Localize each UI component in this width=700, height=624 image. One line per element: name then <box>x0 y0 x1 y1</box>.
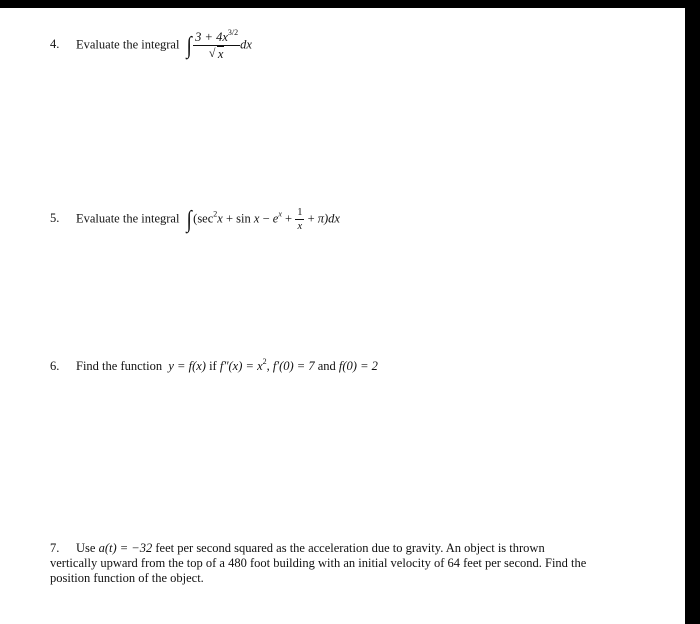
comma: , <box>266 359 270 373</box>
if-word: if <box>209 359 217 373</box>
fraction-denominator: x <box>297 221 303 232</box>
term-var: x <box>250 211 260 226</box>
sec-exponent: 2 <box>213 209 218 219</box>
problem-5 <box>50 207 340 232</box>
minus-sign: − <box>259 211 273 226</box>
differential: dx <box>240 37 252 52</box>
fraction-denominator <box>193 46 240 61</box>
acceleration-expression: a(t) = −32 <box>98 541 153 555</box>
problem-6 <box>50 358 378 374</box>
integrand-fraction <box>193 30 240 61</box>
use-word: Use <box>76 541 96 555</box>
problem-text: feet per second squared as the acceleration due to gravity. An object is thrown <box>155 541 545 555</box>
pi-symbol: π <box>317 211 325 226</box>
second-derivative-condition: f″(x) = x <box>219 359 263 373</box>
problem-number: 6. <box>50 359 60 373</box>
plus-sign: + <box>304 211 318 226</box>
fraction-numerator: 1 <box>297 207 303 218</box>
worksheet-page <box>0 8 685 624</box>
top-black-border <box>0 0 700 8</box>
problem-4 <box>50 30 252 61</box>
exp-base: e <box>272 211 279 226</box>
right-black-border <box>685 0 700 624</box>
problem-line-1 <box>50 541 590 556</box>
radicand: x <box>217 47 224 61</box>
problem-number: 5. <box>50 211 60 226</box>
problem-line-2: vertically upward from the top of a 480 foot building with an initial velocity of 64 feet per second. Find the <box>50 556 587 570</box>
fraction-numerator <box>193 30 240 46</box>
integral-symbol: ∫ <box>186 206 192 233</box>
exp-exponent: x <box>278 209 282 219</box>
and-word: and <box>317 359 336 373</box>
integral-symbol: ∫ <box>186 32 192 59</box>
condition-exponent: 2 <box>262 357 267 366</box>
term-var: x <box>217 211 223 226</box>
numerator-base: 3 + 4x <box>195 30 228 44</box>
plus-sign: + <box>281 211 296 226</box>
problem-prompt: Find the function <box>76 359 163 373</box>
first-derivative-condition: f′(0) = 7 <box>272 359 315 373</box>
open-paren: ( <box>193 211 198 226</box>
radical-icon: √ <box>208 46 216 60</box>
problem-prompt: Evaluate the integral <box>76 211 180 226</box>
problem-7 <box>50 541 590 586</box>
plus-sign: + <box>222 211 237 226</box>
numerator-exponent: 3/2 <box>227 28 239 37</box>
close-and-differential: )dx <box>324 211 340 226</box>
problem-line-3: position function of the object. <box>50 571 204 585</box>
function-definition: y = f(x) <box>168 359 206 373</box>
sec-function: sec <box>197 211 214 226</box>
square-root <box>209 47 225 61</box>
initial-value-condition: f(0) = 2 <box>338 359 378 373</box>
problem-prompt: Evaluate the integral <box>76 37 180 52</box>
sin-function: sin <box>236 211 251 226</box>
problem-number: 4. <box>50 37 60 52</box>
problem-number: 7. <box>50 541 60 555</box>
